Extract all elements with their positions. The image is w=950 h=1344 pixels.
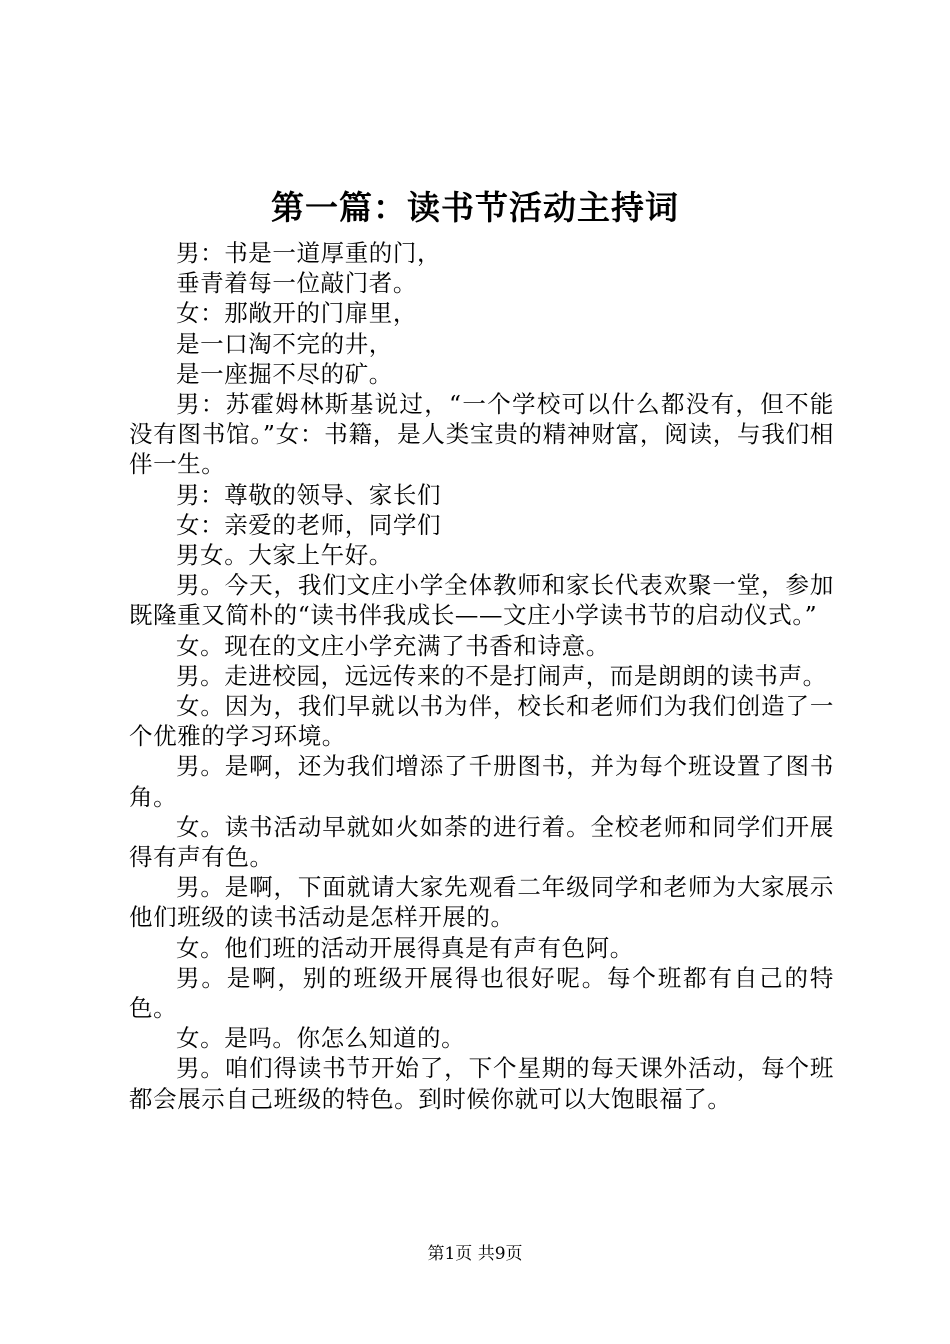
paragraph: 男：苏霍姆林斯基说过，“一个学校可以什么都没有，但不能没有图书馆。”女：书籍，是人类宝贵的精神财富，阅读，与我们相伴一生。: [129, 390, 834, 479]
paragraph: 男。今天，我们文庄小学全体教师和家长代表欢聚一堂，参加既隆重又简朴的“读书伴我成长——文庄小学读书节的启动仪式。”: [129, 571, 834, 630]
paragraph: 是一口淘不完的井，: [176, 329, 393, 358]
paragraph: 男。是啊，下面就请大家先观看二年级同学和老师为大家展示他们班级的读书活动是怎样开展的。: [129, 873, 834, 932]
paragraph: 男：书是一道厚重的门，: [176, 239, 442, 267]
document-body: [129, 238, 834, 1114]
paragraph: 男。是啊，还为我们增添了千册图书，并为每个班设置了图书角。: [129, 752, 834, 811]
paragraph: 女。是吗。你怎么知道的。: [176, 1024, 466, 1053]
paragraph: 是一座掘不尽的矿。: [176, 359, 393, 388]
paragraph: 男。咱们得读书节开始了，下个星期的每天课外活动，每个班都会展示自己班级的特色。到时候你就可以大饱眼福了。: [129, 1054, 834, 1113]
paragraph: 男。是啊，别的班级开展得也很好呢。每个班都有自己的特色。: [129, 963, 834, 1023]
paragraph: 女。因为，我们早就以书为伴，校长和老师们为我们创造了一个优雅的学习环境。: [129, 692, 834, 751]
document-title: 第一篇：读书节活动主持词: [271, 188, 679, 227]
paragraph: 男女。大家上午好。: [176, 541, 393, 570]
paragraph: 女。读书活动早就如火如荼的进行着。全校老师和同学们开展得有声有色。: [129, 812, 834, 872]
paragraph: 男。走进校园，远远传来的不是打闹声，而是朗朗的读书声。: [176, 661, 827, 690]
page-footer: 第1页 共9页: [427, 1244, 523, 1264]
paragraph: 女。现在的文庄小学充满了书香和诗意。: [176, 631, 610, 660]
paragraph: 女：那敞开的门扉里，: [176, 299, 417, 328]
paragraph: 男：尊敬的领导、家长们: [176, 480, 442, 509]
paragraph: 女：亲爱的老师，同学们: [176, 510, 442, 539]
paragraph: 垂青着每一位敲门者。: [176, 269, 417, 298]
paragraph: 女。他们班的活动开展得真是有声有色阿。: [176, 933, 634, 962]
